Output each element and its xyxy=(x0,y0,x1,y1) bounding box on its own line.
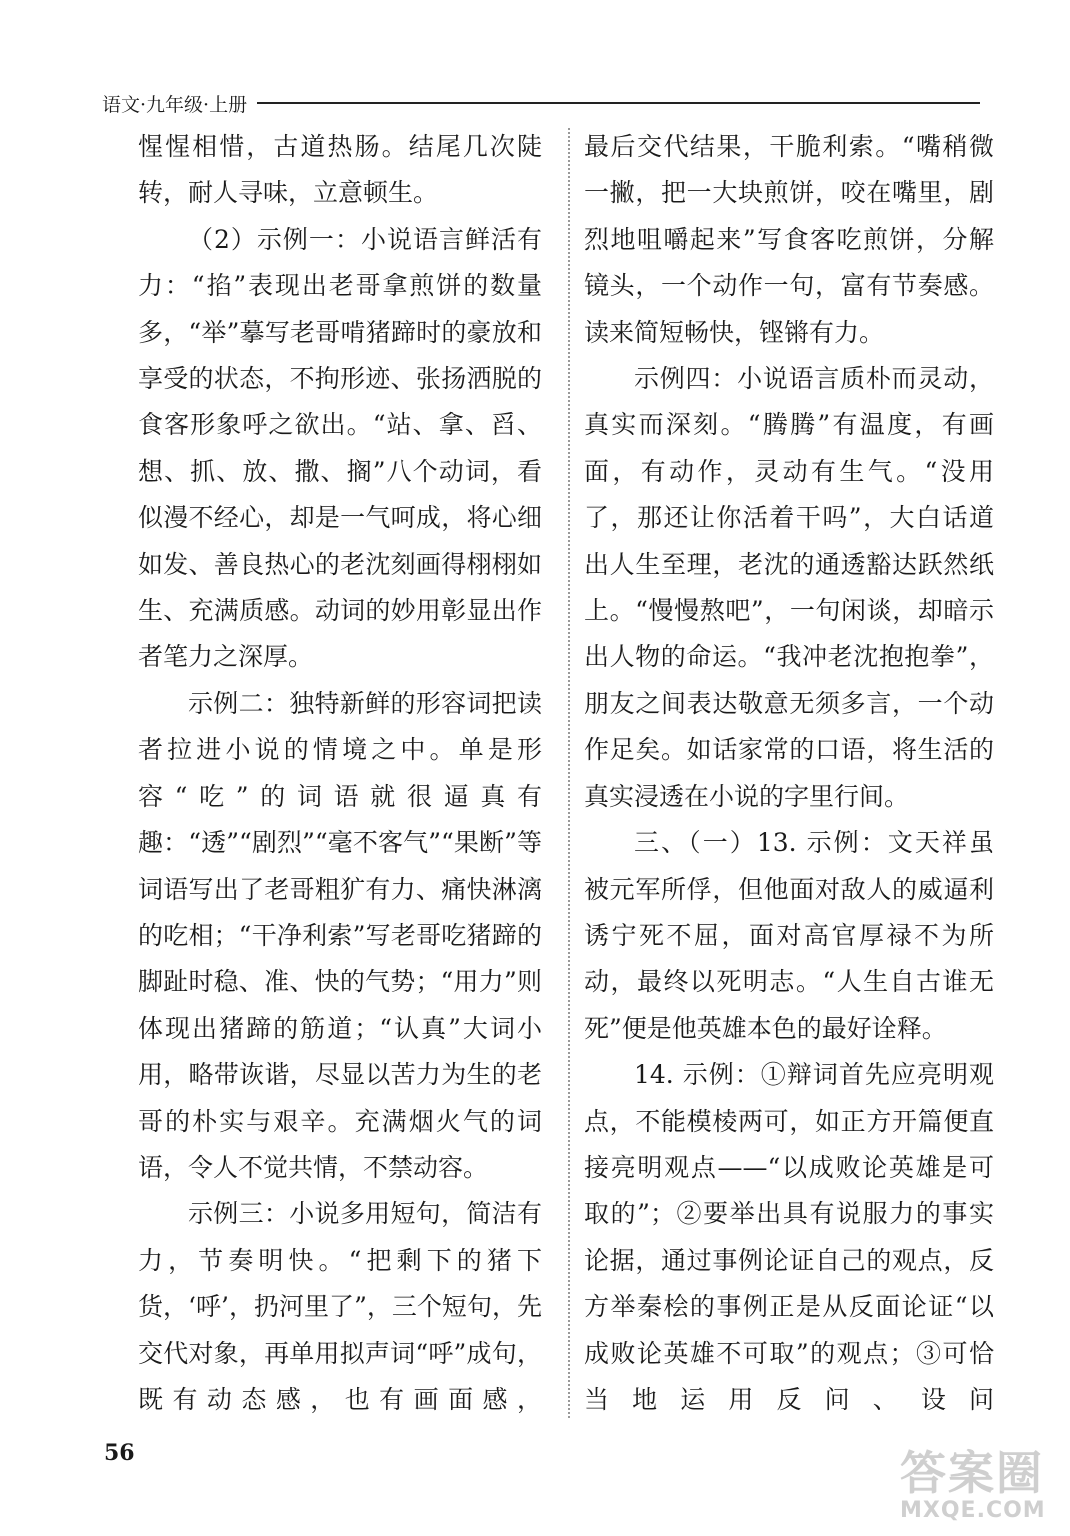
right-column xyxy=(584,124,994,1423)
page-number: 56 xyxy=(104,1440,135,1466)
paragraph: 示例四：小说语言质朴而灵动，真实而深刻。“腾腾”有温度，有画面，有动作，灵动有生气。“没用了，那还让你活着干吗”，大白话道出人生至理，老沈的通透豁达跃然纸上。“慢慢熬吧”，一句闲谈，却暗示出人物的命运。“我冲老沈抱抱拳”，朋友之间表达敬意无须多言，一个动作足矣。如话家常的口语，将生活的真实浸透在小说的字里行间。 xyxy=(584,364,994,811)
header-title: 语文·九年级·上册 xyxy=(102,93,248,116)
running-header xyxy=(102,88,980,118)
paragraph: 示例二：独特新鲜的形容词把读者拉进小说的情境之中。单是形容“吃”的词语就很逼真有趣：“透”“剧烈”“毫不客气”“果断”等词语写出了老哥粗犷有力、痛快淋漓的吃相；“干净利索”写老哥吃猪蹄的脚趾时稳、准、快的气势；“用力”则体现出猪蹄的筋道；“认真”大词小用，略带诙谐，尽显以苦力为生的老哥的朴实与艰辛。充满烟火气的词语，令人不觉共情，不禁动容。 xyxy=(138,688,542,1182)
paragraph: 惺惺相惜，古道热肠。结尾几次陡转，耐人寻味，立意顿生。 xyxy=(138,132,542,208)
paragraph: （2）示例一：小说语言鲜活有力：“掐”表现出老哥拿煎饼的数量多，“举”摹写老哥啃猪蹄时的豪放和享受的状态，不拘形迹、张扬洒脱的食客形象呼之欲出。“站、拿、舀、想、抓、放、撒、搁”八个动词，看似漫不经心，却是一气呵成，将心细如发、善良热心的老沈刻画得栩栩如生、充满质感。动词的妙用彰显出作者笔力之深厚。 xyxy=(138,224,542,672)
paragraph: 示例三：小说多用短句，简洁有力，节奏明快。“把剩下的猪下货，‘呼’，扔河里了”，三个短句，先交代对象，再单用拟声词“呼”成句，既有动态感，也有画面感， xyxy=(138,1199,542,1414)
left-column xyxy=(138,124,542,1423)
header-rule xyxy=(257,102,980,104)
watermark-logo xyxy=(900,1448,1050,1528)
paragraph: 最后交代结果，干脆利索。“嘴稍微一撇，把一大块煎饼，咬在嘴里，剧烈地咀嚼起来”写食客吃煎饼，分解镜头，一个动作一句，富有节奏感。读来简短畅快，铿锵有力。 xyxy=(584,132,994,347)
column-divider xyxy=(568,128,570,1418)
watermark-text: 答案圈 xyxy=(900,1446,1044,1500)
paragraph: 三、（一）13. 示例：文天祥虽被元军所俘，但他面对敌人的威逼利诱宁死不屈，面对高官厚禄不为所动，最终以死明志。“人生自古谁无死”便是他英雄本色的最好诠释。 xyxy=(584,828,994,1043)
watermark-domain: MXQE.COM xyxy=(900,1498,1046,1523)
paragraph: 14. 示例：①辩词首先应亮明观点，不能模棱两可，如正方开篇便直接亮明观点——“以成败论英雄是可取的”；②要举出具有说服力的事实论据，通过事例论证自己的观点，反方举秦桧的事例正是从反面论证“以成败论英雄不可取”的观点；③可恰当地运用反问、设问 xyxy=(584,1060,994,1414)
